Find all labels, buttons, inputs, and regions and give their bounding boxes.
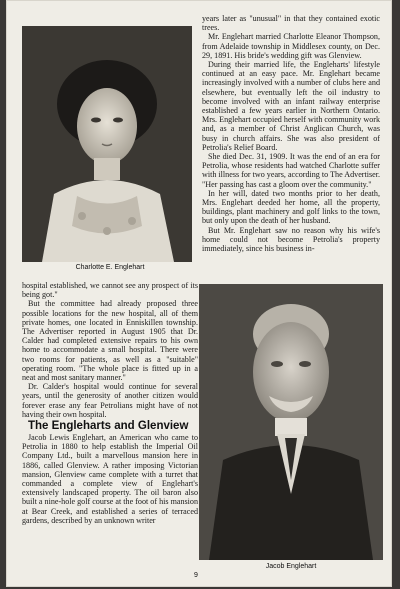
caption-charlotte: Charlotte E. Englehart — [75, 264, 145, 271]
paragraph: years later as "unusual" in that they contained exotic trees. — [202, 14, 380, 33]
portrait-photo-jacob — [199, 284, 383, 560]
paragraph: Dr. Calder's hospital would continue for several years, until the generosity of another citizen would forever erase any fear Petrolians might have of not having their own hospital. — [22, 382, 198, 419]
section-heading: The Engleharts and Glenview — [28, 420, 189, 433]
paragraph: In her will, dated two months prior to her death, Mrs. Englehart deeded her home, all the property, buildings, plant machinery and golf links to the town, but only upon the death of her husband. — [202, 188, 380, 226]
man-portrait-image — [199, 284, 383, 560]
paragraph: Mr. Englehart married Charlotte Eleanor Thompson, from Adelaide township in Middlesex county, on Dec. 29, 1891. His bride's wedding gift was Glenview. — [202, 32, 380, 60]
paragraph: She died Dec. 31, 1909. It was the end of an era for Petrolia, whose residents had watched Charlotte suffer with illness for two years, according to The Advertiser. "Her passing has cast a gloom over the community." — [202, 152, 380, 189]
paragraph: hospital established, we cannot see any prospect of its being got." — [22, 281, 198, 300]
paragraph: During their married life, the Engleharts' lifestyle continued at an easy pace. Mr. Englehart became increasingly involved with a number of clubs here and elsewhere, but eventually left the oil industry to become involved with an infant railway enterprise established a few years earlier in Northern Ontario. Mrs. Englehart occupied herself with community work and, as a member of Christ Anglican Church, was busy in church affairs. She was also president of Petrolia's Relief Board. — [202, 60, 380, 152]
page-number: 9 — [194, 572, 198, 579]
caption-jacob: Jacob Englehart — [265, 563, 317, 570]
woman-portrait-image — [22, 26, 192, 262]
portrait-photo-charlotte — [22, 26, 192, 262]
paragraph: But the committee had already proposed three possible locations for the new hospital, all of them private homes, one located in Enniskillen township. The Advertiser reported in August 1905 that Dr. Calder had completed extensive repairs to his own home to accommodate a small hospital. There were two rooms for patients, as well as a "suitable" operating room. "The whole place is fitted up in a neat and most sanitary manner." — [22, 299, 198, 383]
paragraph: Jacob Lewis Englehart, an American who came to Petrolia in 1880 to help establish the Imperial Oil Company Ltd., built a marvellous mansion here in 1886, called Glenview. A rather imposing Victorian mansion, Glenview came complete with a turret that commanded a complete view of Englehart's extensively landscaped property. The oil baron also built a nine-hole golf course at the foot of his mansion at Bear Creek, and established a series of terraced gardens, described by an unknown writer — [22, 433, 198, 525]
document-page — [6, 0, 392, 587]
right-text-column — [202, 14, 380, 253]
left-text-column — [22, 281, 198, 525]
paragraph: But Mr. Englehart saw no reason why his wife's home could not become Petrolia's property immediately, since his business in- — [202, 225, 380, 254]
